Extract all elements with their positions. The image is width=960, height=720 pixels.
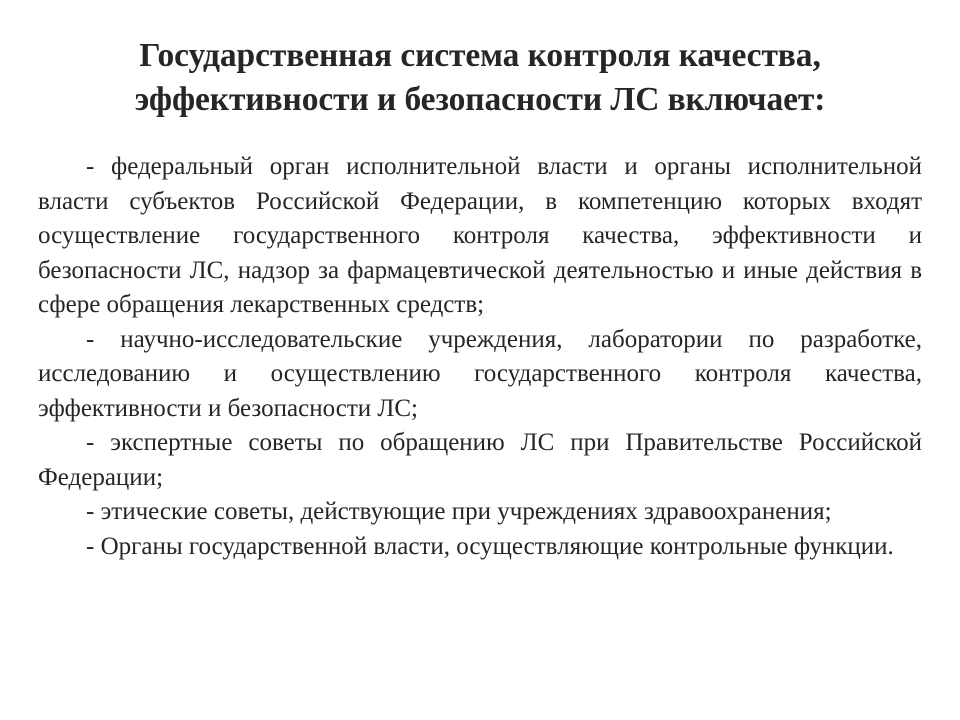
list-item-expert-councils: - экспертные советы по обращению ЛС при Правительстве Российской Федерации; bbox=[38, 429, 922, 491]
list-item-federal-bodies: - федеральный орган исполнительной власти и органы исполнительной власти субъектов Российской Федерации, в компетенцию которых входят осуществление государственного контроля качества, эффективности и безопасности ЛС, надзор за фармацевтической деятельностью и иные действия в сфере обращения лекарственных средств; bbox=[38, 153, 922, 318]
slide-title-line-2: эффективности и безопасности ЛС включает: bbox=[134, 81, 826, 118]
list-item-state-authorities: - Органы государственной власти, осуществляющие контрольные функции. bbox=[86, 532, 894, 560]
slide-title-line-1: Государственная система контроля качества, bbox=[139, 37, 821, 74]
list-item-research-institutions: - научно-исследовательские учреждения, лаборатории по разработке, исследованию и осуществлению государственного контроля качества, эффективности и безопасности ЛС; bbox=[38, 325, 922, 422]
slide-title bbox=[38, 34, 922, 122]
list-item-ethics-councils: - этические советы, действующие при учреждениях здравоохранения; bbox=[86, 498, 832, 525]
item-list bbox=[38, 150, 922, 564]
